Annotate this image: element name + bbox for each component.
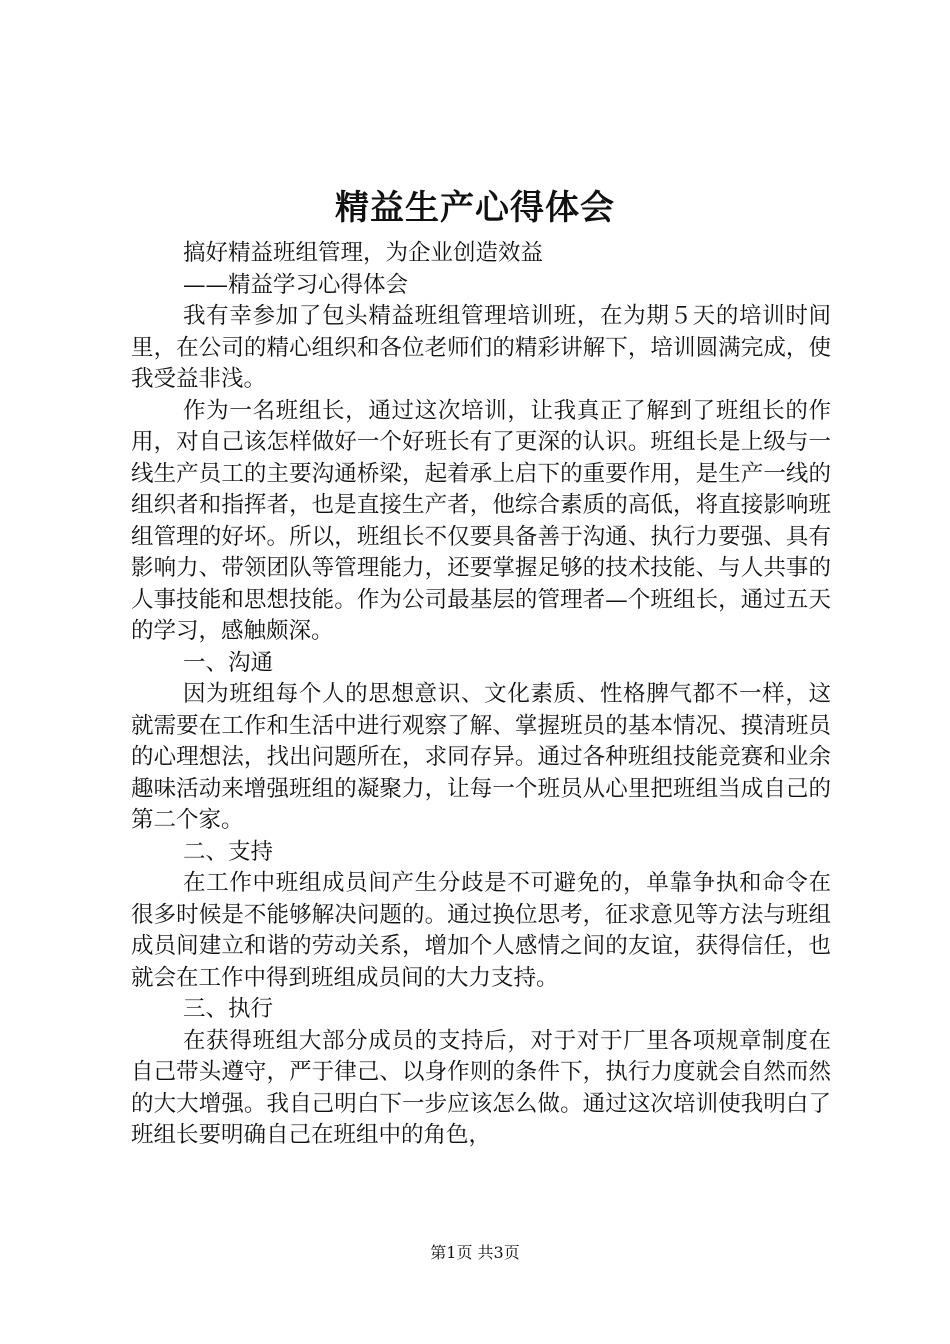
paragraph-role: 作为一名班组长，通过这次培训，让我真正了解到了班组长的作用，对自己该怎样做好一个好班长有了更深的认识。班组长是上级与一线生产员工的主要沟通桥梁，起着承上启下的重要作用，是生产一线的组织者和指挥者，也是直接生产者，他综合素质的高低，将直接影响班组管理的好坏。所以，班组长不仅要具备善于沟通、执行力要强、具有影响力、带领团队等管理能力，还要掌握足够的技术技能、与人共事的人事技能和思想技能。作为公司最基层的管理者—个班组长，通过五天的学习，感触颇深。	[131, 397, 831, 644]
section-heading-communication: 一、沟通	[183, 649, 274, 676]
page-number-footer: 第1页 共3页	[430, 1243, 520, 1262]
document-title: 精益生产心得体会	[335, 188, 615, 228]
document-body	[131, 238, 831, 1152]
paragraph-communication: 因为班组每个人的思想意识、文化素质、性格脾气都不一样，这就需要在工作和生活中进行观察了解、掌握班员的基本情况、摸清班员的心理想法，找出问题所在，求同存异。通过各种班组技能竞赛和业余趣味活动来增强班组的凝聚力，让每一个班员从心里把班组当成自己的第二个家。	[131, 681, 831, 833]
paragraph-intro: 我有幸参加了包头精益班组管理培训班，在为期５天的培训时间里，在公司的精心组织和各位老师们的精彩讲解下，培训圆满完成，使我受益非浅。	[131, 303, 831, 392]
byline: ——精益学习心得体会	[183, 271, 409, 298]
paragraph-support: 在工作中班组成员间产生分歧是不可避免的，单靠争执和命令在很多时候是不能够解决问题的。通过换位思考，征求意见等方法与班组成员间建立和谐的劳动关系，增加个人感情之间的友谊，获得信任，也就会在工作中得到班组成员间的大力支持。	[131, 870, 831, 991]
section-heading-support: 二、支持	[183, 838, 274, 865]
subtitle: 搞好精益班组管理，为企业创造效益	[183, 240, 544, 266]
section-heading-execution: 三、执行	[183, 996, 274, 1022]
paragraph-execution: 在获得班组大部分成员的支持后，对于对于厂里各项规章制度在自己带头遵守，严于律己、以身作则的条件下，执行力度就会自然而然的大大增强。我自己明白下一步应该怎么做。通过这次培训使我明白了班组长要明确自己在班组中的角色，	[131, 1027, 831, 1148]
